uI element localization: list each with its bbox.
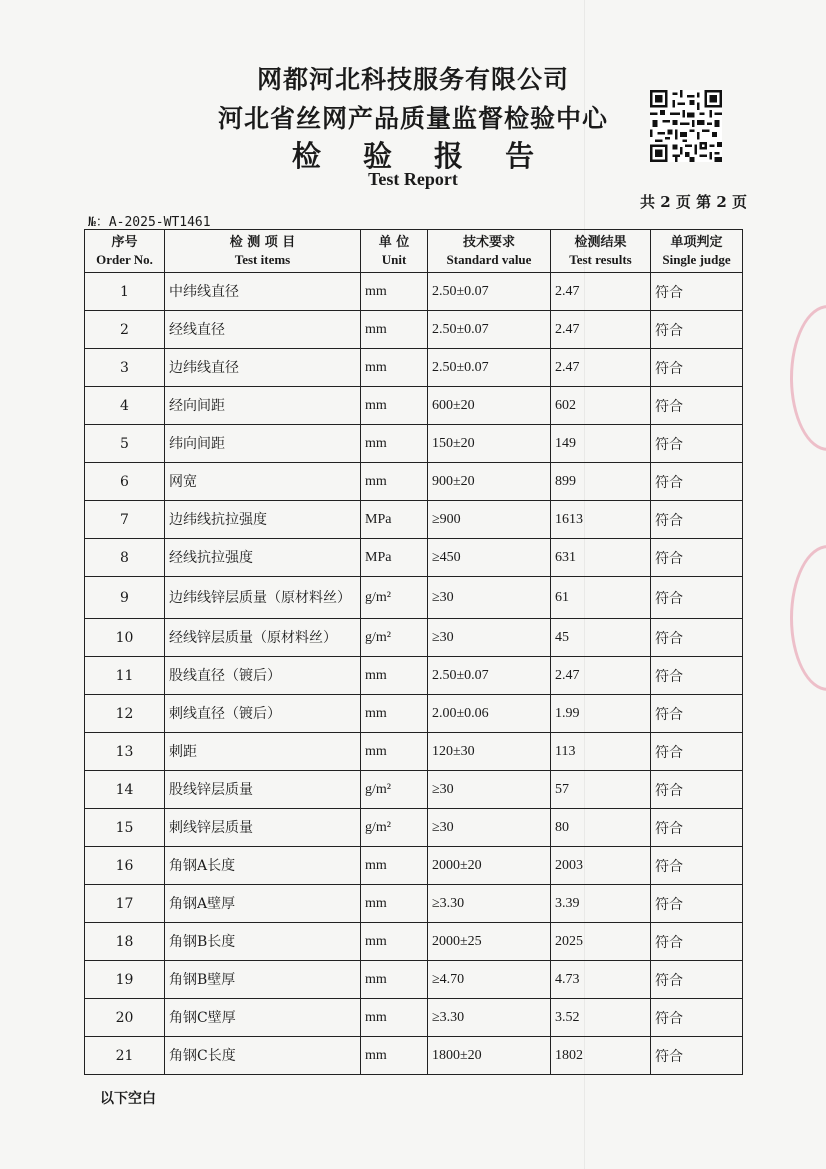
table-row: 12 刺线直径（镀后） mm 2.00±0.06 1.99 符合 xyxy=(85,695,743,733)
report-title: 检 验 报 告 xyxy=(291,139,551,173)
table-row: 18 角钢B长度 mm 2000±25 2025 符合 xyxy=(85,923,743,961)
table-row: 19 角钢B壁厚 mm ≥4.70 4.73 符合 xyxy=(85,961,743,999)
table-row: 17 角钢A壁厚 mm ≥3.30 3.39 符合 xyxy=(85,885,743,923)
table-row: 8 经线抗拉强度 MPa ≥450 631 符合 xyxy=(85,539,743,577)
blank-below-note: 以下空白 xyxy=(100,1091,156,1107)
table-row: 7 边纬线抗拉强度 MPa ≥900 1613 符合 xyxy=(85,501,743,539)
table-row: 21 角钢C长度 mm 1800±20 1802 符合 xyxy=(85,1037,743,1075)
red-seal-stamp-icon xyxy=(790,305,826,451)
table-row: 1 中纬线直径 mm 2.50±0.07 2.47 符合 xyxy=(85,273,743,311)
report-title-en: Test Report xyxy=(368,169,458,189)
table-row: 11 股线直径（镀后） mm 2.50±0.07 2.47 符合 xyxy=(85,657,743,695)
table-row: 9 边纬线锌层质量（原材料丝） g/m² ≥30 61 符合 xyxy=(85,577,743,619)
table-row: 10 经线锌层质量（原材料丝） g/m² ≥30 45 符合 xyxy=(85,619,743,657)
table-row: 3 边纬线直径 mm 2.50±0.07 2.47 符合 xyxy=(85,349,743,387)
table-row: 2 经线直径 mm 2.50±0.07 2.47 符合 xyxy=(85,311,743,349)
test-results-table xyxy=(84,229,743,1075)
column-header-judge: 单项判定 Single judge xyxy=(651,230,743,273)
column-header-unit: 单 位 Unit xyxy=(361,230,428,273)
table-row: 4 经向间距 mm 600±20 602 符合 xyxy=(85,387,743,425)
column-header-result: 检测结果 Test results xyxy=(551,230,651,273)
page-info: 共 2 页 第 2 页 xyxy=(640,193,747,211)
table-row: 16 角钢A长度 mm 2000±20 2003 符合 xyxy=(85,847,743,885)
column-header-standard: 技术要求 Standard value xyxy=(428,230,551,273)
table-row: 13 刺距 mm 120±30 113 符合 xyxy=(85,733,743,771)
inspection-center-name: 河北省丝网产品质量监督检验中心 xyxy=(217,104,608,133)
table-row: 5 纬向间距 mm 150±20 149 符合 xyxy=(85,425,743,463)
company-name: 网都河北科技服务有限公司 xyxy=(256,65,569,94)
table-row: 6 网宽 mm 900±20 899 符合 xyxy=(85,463,743,501)
report-number: №：A-2025-WT1461 xyxy=(88,215,211,230)
table-row: 20 角钢C壁厚 mm ≥3.30 3.52 符合 xyxy=(85,999,743,1037)
red-seal-stamp-icon xyxy=(790,545,826,691)
table-row: 15 刺线锌层质量 g/m² ≥30 80 符合 xyxy=(85,809,743,847)
qr-code-icon xyxy=(650,90,722,162)
table-row: 14 股线锌层质量 g/m² ≥30 57 符合 xyxy=(85,771,743,809)
table-header-row xyxy=(85,230,743,273)
column-header-order: 序号 Order No. xyxy=(85,230,165,273)
column-header-item: 检 测 项 目 Test items xyxy=(165,230,361,273)
